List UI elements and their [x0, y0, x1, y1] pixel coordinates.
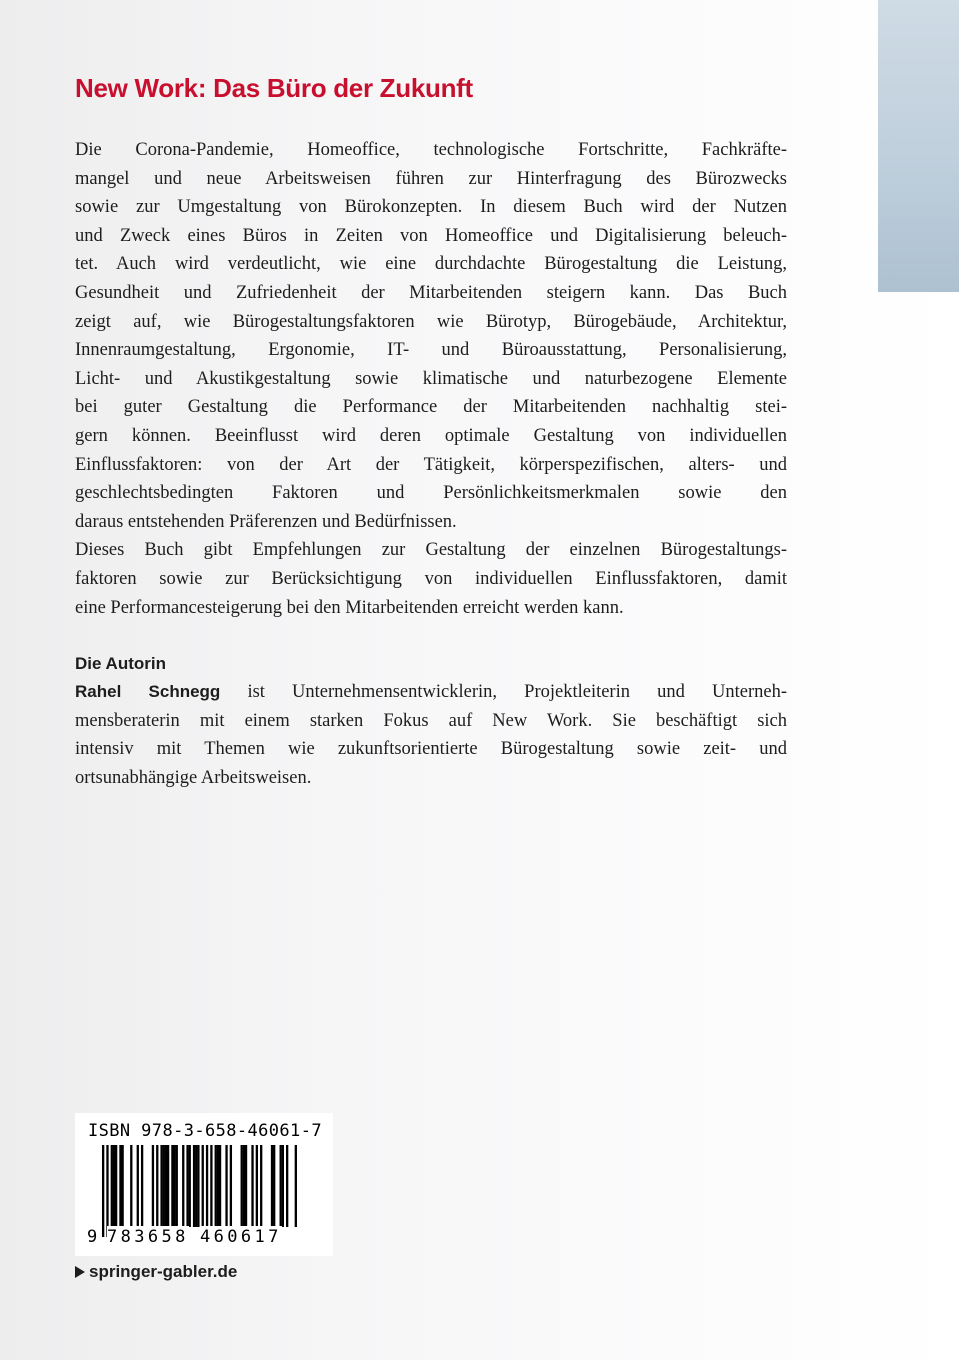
- ean-left-digits: 783658: [107, 1227, 189, 1247]
- book-title: New Work: Das Büro der Zukunft: [75, 73, 473, 103]
- barcode-bar: [230, 1145, 232, 1227]
- barcode-bar: [167, 1145, 169, 1227]
- barcode-bar: [282, 1145, 284, 1227]
- barcode-bar: [113, 1145, 115, 1227]
- description-line: Licht- und Akustikgestaltung sowie klimatische und naturbezogene Elemente: [75, 368, 787, 389]
- barcode-bar: [186, 1145, 188, 1227]
- barcode-bar: [217, 1145, 219, 1227]
- barcode-bar: [163, 1145, 165, 1227]
- barcode-bar: [182, 1145, 184, 1227]
- barcode-bar: [280, 1145, 282, 1227]
- barcode-bars: [89, 1145, 299, 1237]
- barcode-bar: [241, 1145, 243, 1227]
- description-line: Gesundheit und Zufriedenheit der Mitarbeitenden steigern kann. Das Buch: [75, 282, 787, 303]
- description-line: Dieses Buch gibt Empfehlungen zur Gestaltung der einzelnen Bürogestaltungs-: [75, 540, 787, 561]
- description-line: eine Performancesteigerung bei den Mitarbeitenden erreicht werden kann.: [75, 597, 624, 618]
- description-line: Die Corona-Pandemie, Homeoffice, technologische Fortschritte, Fachkräfte-: [75, 140, 787, 160]
- barcode-bar: [273, 1145, 275, 1227]
- author-heading: Die Autorin: [75, 654, 166, 673]
- ean-first-digit: 9: [87, 1227, 98, 1247]
- description-line: zeigt auf, wie Bürogestaltungsfaktoren wie Bürotyp, Bürogebäude, Architektur,: [75, 311, 787, 332]
- barcode-bar: [176, 1145, 178, 1227]
- publisher-website-label: springer-gabler.de: [89, 1262, 238, 1281]
- barcode-bar: [130, 1145, 132, 1227]
- barcode-bar: [121, 1145, 123, 1227]
- barcode-bar: [260, 1145, 262, 1227]
- barcode-bar: [215, 1145, 217, 1227]
- description-line: faktoren sowie zur Berücksichtigung von individuellen Einflussfaktoren, damit: [75, 568, 787, 589]
- barcode-bar: [156, 1145, 158, 1227]
- description-line: bei guter Gestaltung die Performance der Mitarbeitenden nachhaltig stei-: [75, 397, 787, 418]
- barcode-bar: [160, 1145, 162, 1227]
- barcode-bar: [251, 1145, 253, 1227]
- barcode-bar: [197, 1145, 199, 1227]
- author-bio-line: ortsunabhängige Arbeitsweisen.: [75, 767, 312, 788]
- author-bio-line-rest: ist Unternehmensentwicklerin, Projektleiterin und Unterneh-: [220, 682, 787, 702]
- author-bio-line: [75, 678, 787, 707]
- barcode-bar: [295, 1145, 297, 1227]
- description-line: mangel und neue Arbeitsweisen führen zur Hinterfragung des Bürozwecks: [75, 168, 787, 189]
- author-section: [75, 650, 787, 792]
- barcode-guard-bar: [202, 1145, 204, 1237]
- author-name: Rahel Schnegg: [75, 682, 221, 701]
- author-bio: [75, 678, 787, 792]
- barcode-bar: [256, 1145, 258, 1227]
- barcode-bar: [245, 1145, 247, 1227]
- description-line: sowie zur Umgestaltung von Bürokonzepten. In diesem Buch wird der Nutzen: [75, 197, 787, 218]
- description-line: gern können. Beeinflusst wird deren optimale Gestaltung von individuellen: [75, 425, 787, 446]
- barcode-bar: [219, 1145, 221, 1227]
- book-description: [75, 136, 787, 622]
- barcode-bar: [243, 1145, 245, 1227]
- barcode-guard-bar: [206, 1145, 208, 1237]
- description-line: tet. Auch wird verdeutlicht, wie eine durchdachte Bürogestaltung die Leistung,: [75, 254, 787, 275]
- decorative-side-strip: [878, 0, 959, 292]
- barcode-bar: [171, 1145, 173, 1227]
- barcode-bar: [189, 1145, 191, 1227]
- barcode-bar: [111, 1145, 113, 1227]
- barcode-guard-bar: [102, 1145, 104, 1237]
- barcode-bar: [152, 1145, 154, 1227]
- barcode-bar: [165, 1145, 167, 1227]
- barcode-bar: [141, 1145, 143, 1227]
- barcode-bar: [137, 1145, 139, 1227]
- barcode-bar: [271, 1145, 273, 1227]
- description-line: geschlechtsbedingten Faktoren und Persönlichkeitsmerkmalen sowie den: [75, 483, 787, 504]
- publisher-website[interactable]: [75, 1262, 237, 1282]
- description-line: und Zweck eines Büros in Zeiten von Homeoffice und Digitalisierung beleuch-: [75, 225, 787, 246]
- barcode-bar: [225, 1145, 227, 1227]
- barcode-bar: [193, 1145, 195, 1227]
- barcode-bar: [210, 1145, 212, 1227]
- description-line: Einflussfaktoren: von der Art der Tätigkeit, körperspezifischen, alters- und: [75, 454, 787, 475]
- isbn-barcode: [75, 1113, 333, 1256]
- barcode-bar: [173, 1145, 175, 1227]
- barcode-bar: [195, 1145, 197, 1227]
- barcode-guard-bar: [106, 1145, 108, 1237]
- ean-right-digits: 460617: [200, 1227, 282, 1247]
- barcode-bar: [119, 1145, 121, 1227]
- arrow-right-icon: [75, 1266, 85, 1278]
- author-bio-line: intensiv mit Themen wie zukunftsorientierte Bürogestaltung sowie zeit- und: [75, 739, 787, 760]
- description-line: Innenraumgestaltung, Ergonomie, IT- und Büroausstattung, Personalisierung,: [75, 340, 787, 361]
- description-line: daraus entstehenden Präferenzen und Bedürfnissen.: [75, 511, 457, 532]
- barcode-bar: [286, 1145, 288, 1227]
- barcode-bar: [115, 1145, 117, 1227]
- isbn-label: ISBN 978-3-658-46061-7: [88, 1121, 322, 1141]
- author-bio-line: mensberaterin mit einem starken Fokus auf New Work. Sie beschäftigt sich: [75, 710, 787, 731]
